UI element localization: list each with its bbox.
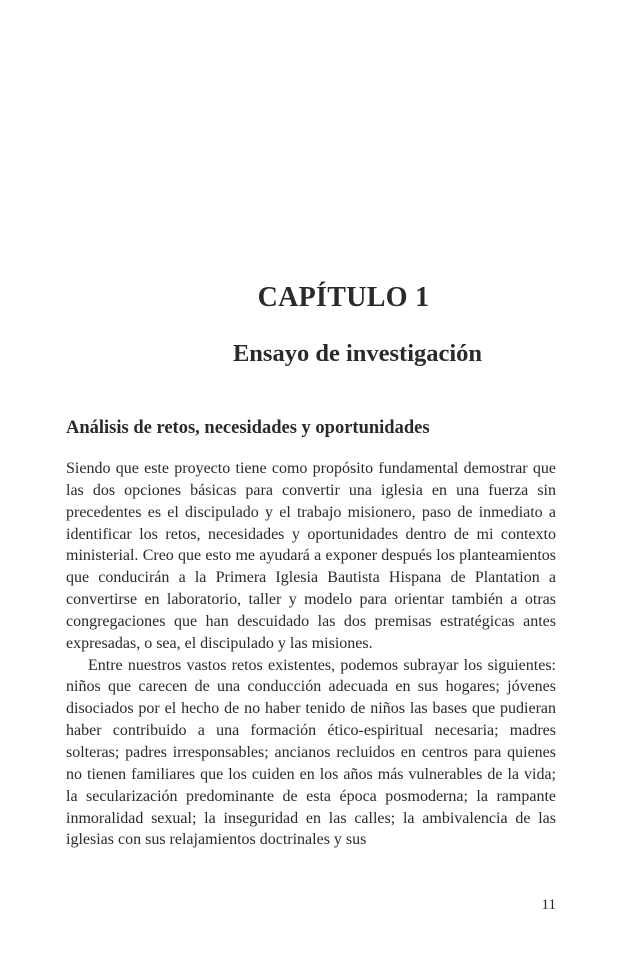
- body-text: [66, 458, 556, 851]
- paragraph: Siendo que este proyecto tiene como propósito fundamental demostrar que las dos opciones básicas para convertir una iglesia en una fuerza sin precedentes es el discipulado y el trabajo misionero, paso de inmediato a identificar los retos, necesidades y oportunidades dentro de mi contexto ministerial. Creo que esto me ayudará a exponer después los planteamientos que conducirán a la Primera Iglesia Bautista Hispana de Plantation a convertirse en laboratorio, taller y modelo para orientar también a otras congregaciones que han descuidado las dos premisas estratégicas antes expresadas, o sea, el discipulado y las misiones.: [66, 460, 556, 652]
- section-heading: Análisis de retos, necesidades y oportunidades: [66, 418, 430, 438]
- chapter-title: Ensayo de investigación: [232, 340, 483, 367]
- chapter-number: CAPÍTULO 1: [257, 282, 430, 313]
- page-number: 11: [541, 897, 556, 913]
- paragraph: Entre nuestros vastos retos existentes, podemos subrayar los siguientes: niños que carecen de una conducción adecuada en sus hogares; jóvenes disociados por el hecho de no haber tenido de niños las bases que pudieran haber contribuido a una formación ético-espiritual necesaria; madres solteras; padres irresponsables; ancianos recluidos en centros para quienes no tienen familiares que los cuiden en los años más vulnerables de la vida; la secularización predominante de esta época posmoderna; la rampante inmoralidad sexual; la inseguridad en las calles; la ambivalencia de las iglesias con sus relajamientos doctrinales y sus: [66, 656, 556, 849]
